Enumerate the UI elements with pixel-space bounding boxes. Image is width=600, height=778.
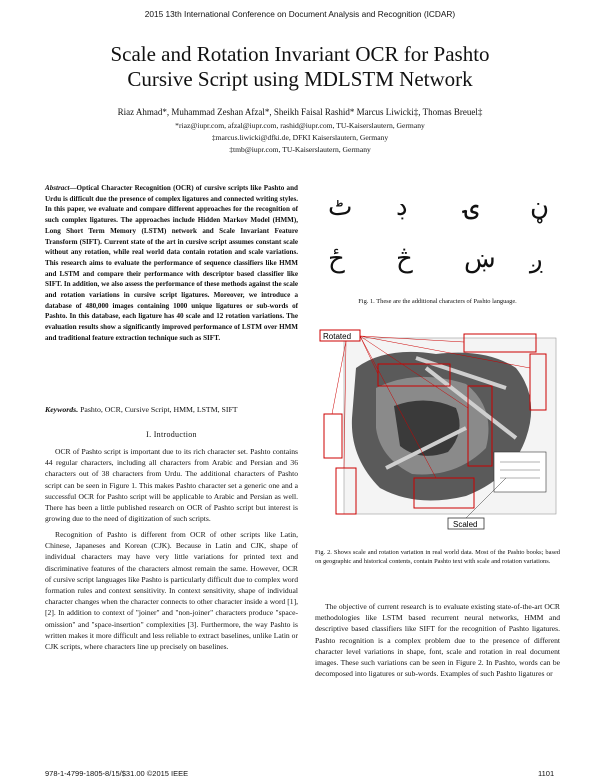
intro-paragraph-2: Recognition of Pashto is different from OCR of other scripts like Latin, Chinese, Japaneses and Korean (CJK). Because in Latin and CJK, shape of individual characters may have very little variations for printed text and discriminative features of the characters almost remain the same. However, OCR of cursive script languages like Pashto is particularly difficult due to complex word formation rules and context sensitivity. In context sensitivity, shape of individual character changes when the character connects to other character inside a word [1], [2]. In addition to context of "joiner" and "non-joiner" characters produce "space-omission" and "space-insertion" complexities [3]. Furthermore, the way Pashto is written makes it more difficult and less reliable to extract baselines, unlike Latin or CJK scripts, where characters line up precisely on baselines.	[45, 530, 298, 652]
keywords-label: Keywords.	[45, 405, 79, 414]
intro-paragraph-1: OCR of Pashto script is important due to its rich character set. Pashto contains 44 regular characters, including all characters from Arabic and Persian and 36 characters out of 38 characters from Urdu. The additional characters of Pashto script can be seen in Figure 1. This makes Pashto character set a generic one and a successful OCR for Pashto script will be applicable to Arabic and Persian as well. There has been a little published research on OCR of Pashto script but interest is growing due to the need of digitization of such scripts.	[45, 447, 298, 524]
pashto-char: ځ	[328, 244, 345, 274]
title-line-1: Scale and Rotation Invariant OCR for Pashto	[110, 42, 490, 66]
pashto-char: څ	[396, 244, 413, 274]
keywords	[45, 405, 298, 414]
keywords-text: Pashto, OCR, Cursive Script, HMM, LSTM, SIFT	[78, 405, 238, 414]
affiliation-3: ‡tmb@iupr.com, TU-Kaiserslautern, Germany	[229, 145, 371, 154]
paper-title	[40, 42, 560, 92]
affiliation-2: ‡marcus.liwicki@dfki.de, DFKI Kaiserslautern, Germany	[211, 133, 389, 142]
pashto-char: ږ	[530, 244, 544, 274]
section-heading-introduction: I. Introduction	[146, 430, 197, 439]
scaled-label: Scaled	[453, 520, 478, 529]
affiliation-1: *riaz@iupr.com, afzal@iupr.com, rashid@iupr.com, TU-Kaiserslautern, Germany	[175, 121, 425, 130]
pashto-char: ڊ	[396, 192, 408, 222]
pashto-char: ښ	[464, 244, 496, 274]
pashto-char: ٹ	[328, 192, 353, 222]
rotated-label: Rotated	[323, 332, 352, 341]
abstract-text: —Optical Character Recognition (OCR) of cursive scripts like Pashto and Urdu is difficult due the presence of complex ligatures and connected writing styles. In this paper, we evaluate and compare different approaches for the recognition of such complex ligatures. The approaches include Hidden Markov Model (HMM), Long Short Term Memory (LSTM) network and Scale Invariant Feature Transform (SIFT). Current state of the art in cursive script assumes constant scale without any rotation, while real world data contain rotation and scale variations. This research aims to evaluate the performance of sequence classifiers like HMM and LSTM and compare their performance with descriptor based classifier like SIFT. In addition, we also assess the performance of these methods against the scale and rotation variations in cursive script ligatures. Moreover, we introduce a database of 480,000 images containing 1000 unique ligatures or sub-words of Pashto. In this database, each ligature has 40 scale and 12 rotation variations. The evaluation results show a significantly improved performance of LSTM over HMM and traditional feature extraction technique such as SIFT.	[45, 184, 298, 342]
abstract-label: Abstract	[45, 184, 70, 192]
footer-page-number: 1101	[538, 769, 555, 778]
figure-2-map-image	[316, 328, 558, 538]
conference-header: 2015 13th International Conference on Document Analysis and Recognition (ICDAR)	[144, 9, 456, 19]
pashto-char: ۍ	[464, 192, 480, 222]
right-paragraph-1: The objective of current research is to evaluate existing state-of-the-art OCR methodologies like LSTM based recurrent neural networks, HMM and descriptive based classifiers like SIFT for the recognition of Pashto ligatures. Pashto recognition is a complex problem due to the presence of different character level variations in shape, font, scale and rotation in real document images. These such variations can be seen in Figure 2. In Pashto, words can be decomposed into ligatures or sub-words. Examples of such Pashto ligatures or	[315, 602, 560, 679]
abstract	[45, 183, 298, 344]
footer-isbn: 978-1-4799-1805-8/15/$31.00 ©2015 IEEE	[45, 769, 189, 778]
figure-1-caption: Fig. 1. These are the additional characters of Pashto language.	[358, 298, 517, 305]
figure-1-pashto-characters	[318, 186, 560, 296]
pashto-char: ڼ	[530, 192, 550, 222]
figure-2-caption: Fig. 2. Shows scale and rotation variation in real world data. Most of the Pashto books; based on geographic and historical contents, contain Pashto text with scale and rotation variations.	[315, 549, 560, 565]
title-line-2: Cursive Script using MDLSTM Network	[127, 67, 473, 91]
author-list: Riaz Ahmad*, Muhammad Zeshan Afzal*, Sheikh Faisal Rashid* Marcus Liwicki‡, Thomas Breuel‡	[117, 107, 483, 117]
map-illustration	[316, 328, 558, 538]
